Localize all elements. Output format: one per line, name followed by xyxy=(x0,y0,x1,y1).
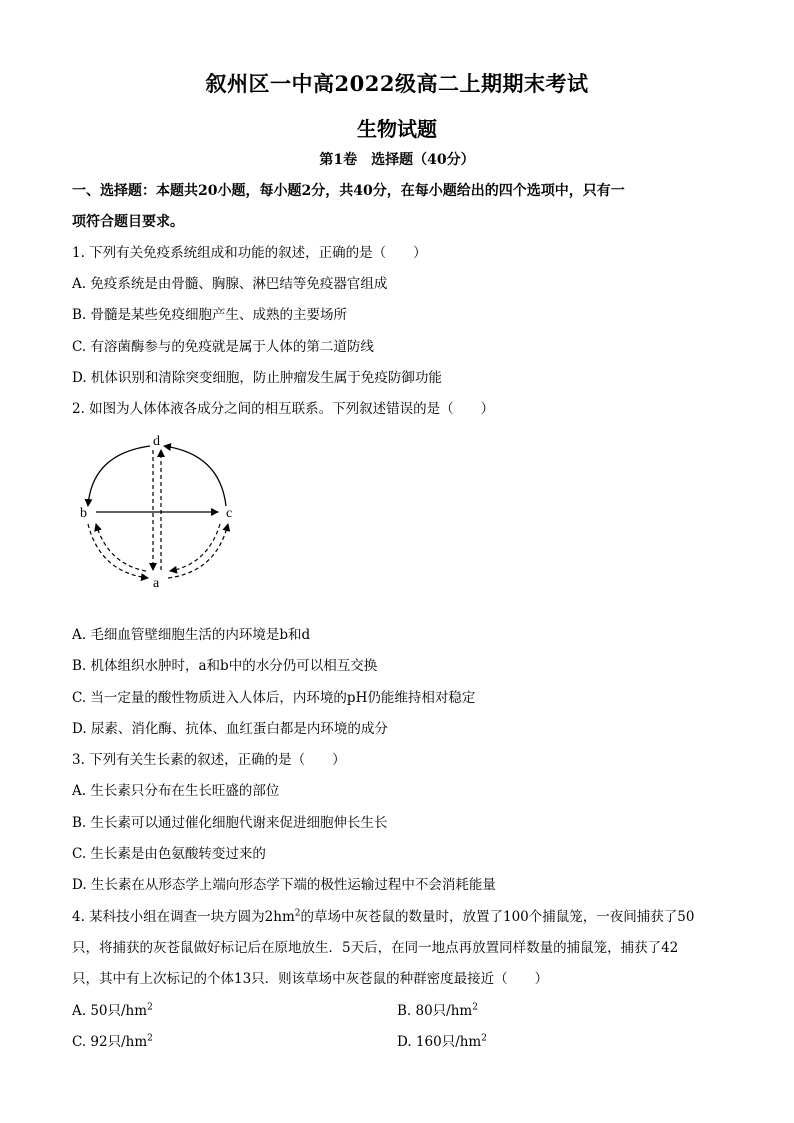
q1-option-d: D. 机体识别和清除突变细胞，防止肿瘤发生属于免疫防御功能 xyxy=(72,370,442,386)
q1-option-c: C. 有溶菌酶参与的免疫就是属于人体的第二道防线 xyxy=(72,339,374,355)
q3-option-b: B. 生长素可以通过催化细胞代谢来促进细胞伸长生长 xyxy=(72,815,388,831)
arrow-b-to-a xyxy=(88,524,148,578)
body-fluid-diagram xyxy=(78,432,238,588)
arrow-a-to-b xyxy=(96,524,146,571)
q2-stem: 2. 如图为人体体液各成分之间的相互联系。下列叙述错误的是（ ） xyxy=(72,401,495,417)
label-a: a xyxy=(153,576,160,588)
q4-stem-line1: 4. 某科技小组在调查一块方圆为$2hm^2$的草场中灰苍鼠的数量时，放置了100个捕鼠笼，一夜间捕获了50 xyxy=(72,908,695,925)
q1-option-a: A. 免疫系统是由骨髓、胸腺、淋巴结等免疫器官组成 xyxy=(72,276,388,292)
arrow-c-to-a xyxy=(170,524,220,571)
arrow-d-to-b xyxy=(88,446,150,506)
q4-option-c: C. 92只$/hm^2$ xyxy=(72,1033,153,1050)
q3-stem: 3. 下列有关生长素的叙述，正确的是（ ） xyxy=(72,752,346,768)
part1-instruction-line2: 项符合题目要求。 xyxy=(72,214,184,230)
q2-option-d: D. 尿素、消化酶、抗体、血红蛋白都是内环境的成分 xyxy=(72,721,388,737)
q4-stem-line2: 只，将捕获的灰苍鼠做好标记后在原地放生．5天后，在同一地点再放置同样数量的捕鼠笼，捕获了42 xyxy=(72,940,679,956)
q4-stem-line3: 只，其中有上次标记的个体13只．则该草场中灰苍鼠的种群密度最接近（ ） xyxy=(72,971,549,987)
q4-option-a: A. 50只$/hm^2$ xyxy=(72,1002,153,1019)
q3-option-a: A. 生长素只分布在生长旺盛的部位 xyxy=(72,783,280,799)
q1-option-b: B. 骨髓是某些免疫细胞产生、成熟的主要场所 xyxy=(72,307,348,323)
q1-stem: 1. 下列有关免疫系统组成和功能的叙述，正确的是（ ） xyxy=(72,245,427,261)
label-c: c xyxy=(226,506,233,521)
q3-option-c: C. 生长素是由色氨酸转变过来的 xyxy=(72,846,266,862)
part1-instruction-line1: 一、选择题：本题共20小题，每小题2分，共40分，在每小题给出的四个选项中，只有一 xyxy=(72,183,625,199)
q2-option-b: B. 机体组织水肿时，a和b中的水分仍可以相互交换 xyxy=(72,658,378,674)
q4-option-b: B. 80只$/hm^2$ xyxy=(397,1002,478,1019)
q4-option-d: D. 160只$/hm^2$ xyxy=(397,1033,487,1050)
label-b: b xyxy=(80,506,87,521)
arrow-c-to-d xyxy=(164,446,226,506)
q2-option-c: C. 当一定量的酸性物质进入人体后，内环境的pH仍能维持相对稳定 xyxy=(72,690,476,706)
q2-option-a: A. 毛细血管壁细胞生活的内环境是b和d xyxy=(72,627,311,643)
label-d: d xyxy=(153,434,160,449)
exam-title: 叙州区一中高2022级高二上期期末考试 xyxy=(205,71,589,96)
q3-option-d: D. 生长素在从形态学上端向形态学下端的极性运输过程中不会消耗能量 xyxy=(72,877,496,893)
section-heading: 第1卷 选择题（40分） xyxy=(319,152,475,168)
exam-subtitle: 生物试题 xyxy=(357,117,437,141)
